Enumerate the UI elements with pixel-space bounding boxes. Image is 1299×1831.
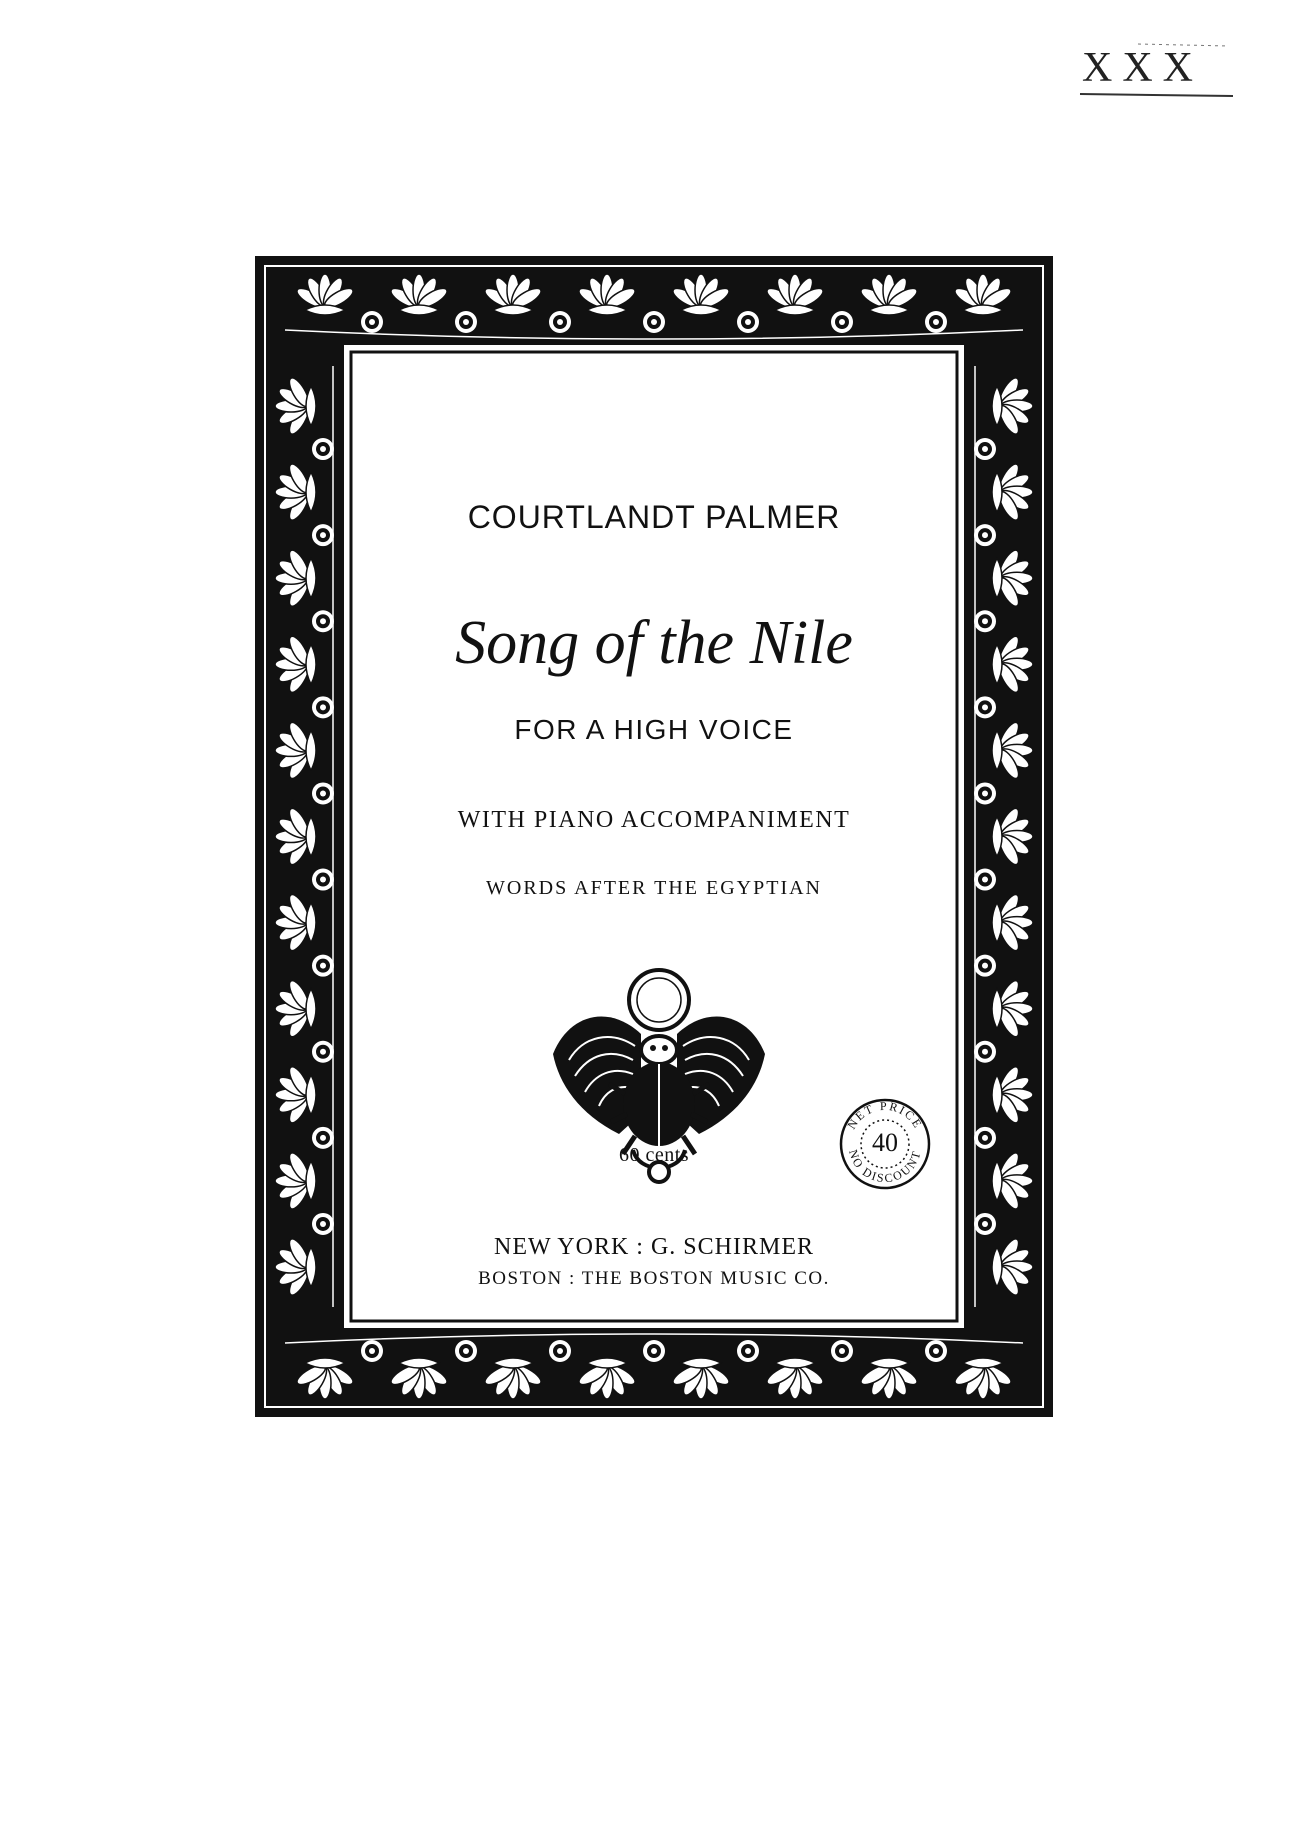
song-title: Song of the Nile	[455, 609, 853, 677]
sheet-music-cover	[255, 256, 1053, 1417]
stamp-top-text: NET PRICE	[844, 1098, 926, 1132]
net-price-stamp	[835, 1094, 935, 1194]
corner-mark-text: XXX	[1082, 45, 1203, 91]
stamp-bottom-text: NO DISCOUNT	[846, 1147, 924, 1186]
voice-type: FOR A HIGH VOICE	[514, 714, 794, 745]
publisher-boston: BOSTON : THE BOSTON MUSIC CO.	[478, 1268, 830, 1289]
price-label: 60 cents	[618, 1144, 690, 1166]
composer-name: COURTLANDT PALMER	[467, 499, 841, 535]
words-credit: WORDS AFTER THE EGYPTIAN	[486, 877, 822, 899]
stamp-value: 40	[872, 1128, 898, 1157]
publisher-new-york: NEW YORK : G. SCHIRMER	[493, 1234, 815, 1260]
svg-text:NET PRICE	[844, 1099, 925, 1132]
corner-mark-underline	[1078, 38, 1238, 100]
winged-scarab-icon	[549, 964, 769, 1204]
accompaniment-note: WITH PIANO ACCOMPANIMENT	[457, 807, 851, 833]
title-panel	[353, 354, 955, 1319]
handwritten-corner-mark	[1078, 38, 1238, 100]
